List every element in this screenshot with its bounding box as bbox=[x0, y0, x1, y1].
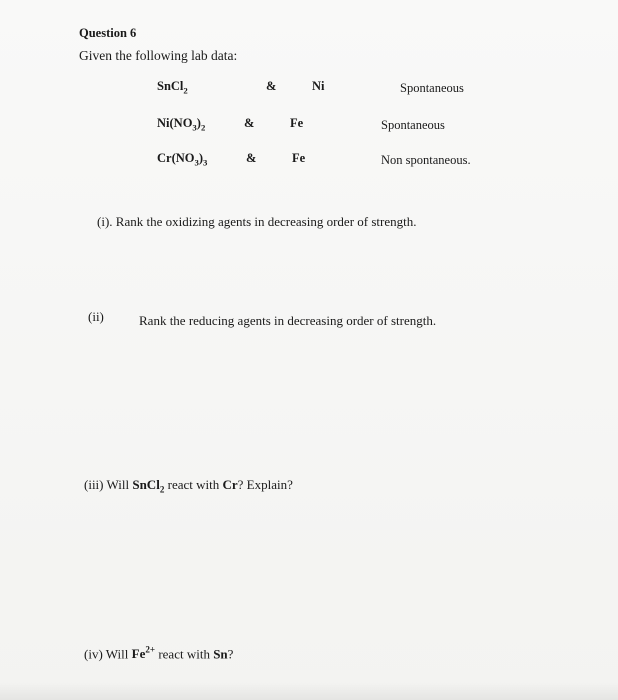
question-intro: Given the following lab data: bbox=[79, 48, 238, 63]
reagent-subscript: 2 bbox=[183, 85, 188, 96]
result-label: Spontaneous bbox=[400, 81, 464, 95]
part-iv-text: (iv) Will $Fe^{2+}$ react with Sn? bbox=[84, 645, 234, 662]
ampersand: & bbox=[244, 116, 255, 130]
result-label: Non spontaneous. bbox=[381, 153, 471, 167]
metal-label: Ni bbox=[312, 79, 325, 93]
metal-sn: Sn bbox=[213, 646, 228, 662]
part-ii-label: (ii) bbox=[88, 309, 104, 324]
species-fe2plus: $Fe^{2+}$ bbox=[131, 645, 156, 662]
metal-label: Fe bbox=[292, 151, 306, 165]
question-title: Question 6 bbox=[79, 26, 137, 40]
metal-label: Fe bbox=[290, 116, 304, 130]
page-shadow bbox=[0, 682, 618, 700]
part-iii-text: (iii) Will SnCl$_2$ react with Cr? Explain? bbox=[84, 477, 293, 495]
ampersand: & bbox=[266, 79, 277, 93]
part-ii-text: Rank the reducing agents in decreasing order of strength. bbox=[139, 313, 437, 328]
metal-cr: Cr bbox=[222, 477, 238, 492]
part-i-text: (i). Rank the oxidizing agents in decreasing order of strength. bbox=[97, 214, 417, 229]
reagent-sncl2 bbox=[157, 79, 188, 96]
ampersand: & bbox=[246, 151, 257, 165]
result-label: Spontaneous bbox=[381, 118, 445, 132]
reagent-text: SnCl bbox=[157, 79, 184, 93]
reagent-cr-no3-3: $Cr(NO_3)_3$ bbox=[157, 151, 208, 168]
species-sncl2: SnCl$_2$ bbox=[132, 477, 165, 495]
reagent-ni-no3-2: $Ni(NO_3)_2$ bbox=[157, 116, 206, 133]
